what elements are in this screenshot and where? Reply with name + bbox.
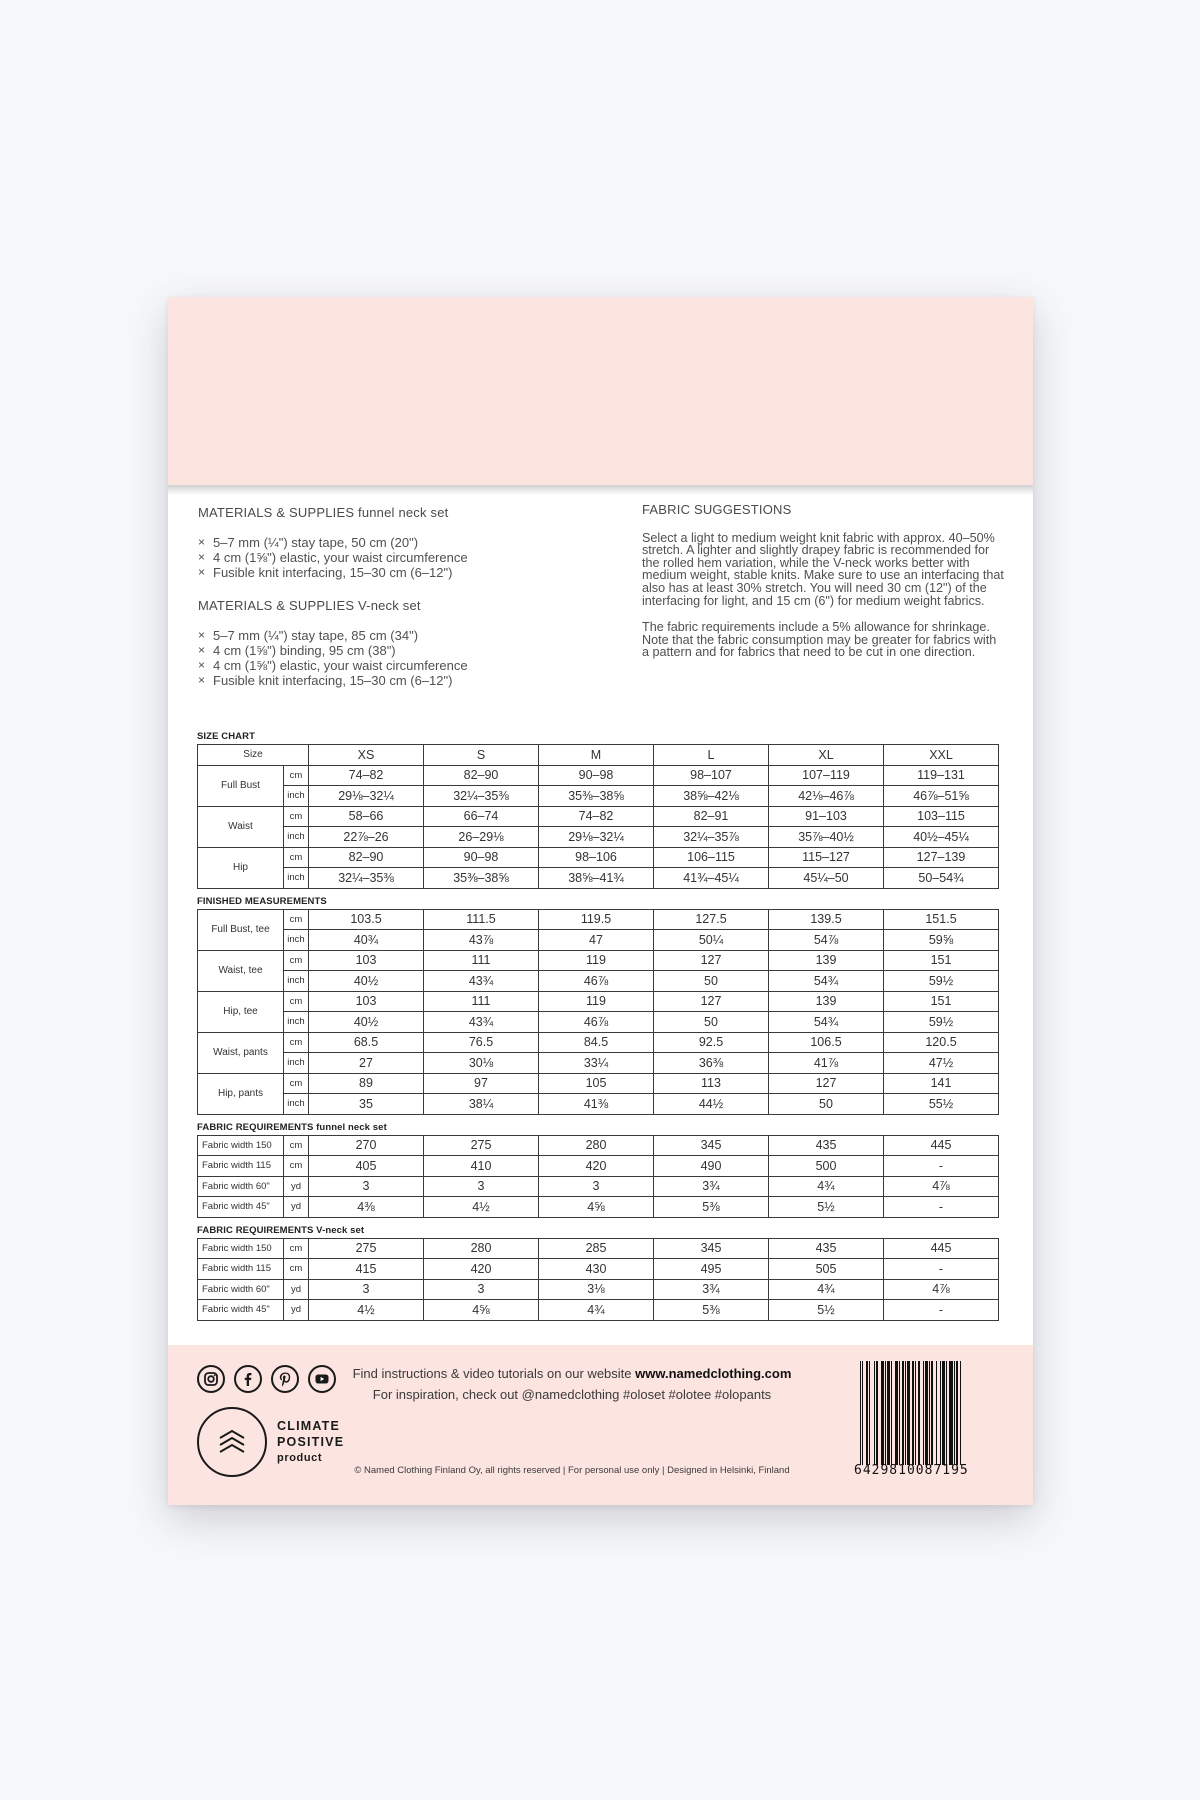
value-cell: 107–119	[769, 765, 884, 786]
fabric-paragraph-1: Select a light to medium weight knit fabric with approx. 40–50% stretch. A lighter and slightly drapey fabric is recommended for the rolled hem variation, while the V-neck works better with medium weight, stable knits. Make sure to use an interfacing that also has at least 30% stretch. You will need 30 cm (12") of the interfacing for light, and 15 cm (6") for medium weight fabrics.	[642, 530, 1004, 608]
value-cell: 3	[424, 1176, 539, 1197]
value-cell: 119–131	[884, 765, 999, 786]
value-cell: 92.5	[654, 1032, 769, 1053]
value-cell: 84.5	[539, 1032, 654, 1053]
size-header-cell: M	[539, 745, 654, 766]
table-row	[198, 950, 999, 971]
table-row	[198, 930, 999, 951]
value-cell: 46⅞	[539, 1012, 654, 1033]
value-cell: 29⅛–32¼	[309, 786, 424, 807]
value-cell: 35⅞–40½	[769, 827, 884, 848]
material-item-text: 4 cm (1⅝") binding, 95 cm (38")	[213, 643, 396, 658]
value-cell: -	[884, 1197, 999, 1218]
unit-cell: inch	[284, 1012, 309, 1033]
unit-cell: yd	[284, 1197, 309, 1218]
unit-cell: cm	[284, 1032, 309, 1053]
value-cell: 4¾	[769, 1279, 884, 1300]
value-cell: 35	[309, 1094, 424, 1115]
material-item-text: 5–7 mm (¼") stay tape, 85 cm (34")	[213, 628, 419, 643]
unit-cell: cm	[284, 847, 309, 868]
fabric-requirements-funnel-table	[197, 1135, 999, 1218]
value-cell: 127	[769, 1073, 884, 1094]
unit-cell: inch	[284, 868, 309, 889]
value-cell: 59⅝	[884, 930, 999, 951]
table-row	[198, 1053, 999, 1074]
value-cell: 5⅜	[654, 1197, 769, 1218]
value-cell: 40½–45¼	[884, 827, 999, 848]
value-cell: 120.5	[884, 1032, 999, 1053]
value-cell: 40½	[309, 971, 424, 992]
value-cell: 151	[884, 991, 999, 1012]
unit-cell: yd	[284, 1300, 309, 1321]
value-cell: 280	[539, 1135, 654, 1156]
material-item	[198, 658, 618, 673]
value-cell: 59½	[884, 1012, 999, 1033]
size-header-cell: XXL	[884, 745, 999, 766]
value-cell: 89	[309, 1073, 424, 1094]
unit-cell: yd	[284, 1279, 309, 1300]
value-cell: 38⅝–42⅛	[654, 786, 769, 807]
value-cell: 105	[539, 1073, 654, 1094]
value-cell: 98–107	[654, 765, 769, 786]
value-cell: 495	[654, 1259, 769, 1280]
value-cell: 54⅞	[769, 930, 884, 951]
fabric-width-label: Fabric width 115	[198, 1156, 284, 1177]
table-row	[198, 765, 999, 786]
table-row	[198, 1238, 999, 1259]
value-cell: 127	[654, 950, 769, 971]
barcode-bars	[860, 1361, 998, 1465]
measurement-tables	[197, 729, 999, 1326]
unit-cell: cm	[284, 950, 309, 971]
fabric-width-label: Fabric width 60"	[198, 1176, 284, 1197]
barcode-number: 6429810087195	[854, 1463, 969, 1478]
measure-label: Full Bust, tee	[198, 909, 284, 950]
value-cell: 430	[539, 1259, 654, 1280]
unit-cell: inch	[284, 971, 309, 992]
size-header-cell: XL	[769, 745, 884, 766]
fabric-width-label: Fabric width 45"	[198, 1197, 284, 1218]
value-cell: 490	[654, 1156, 769, 1177]
value-cell: 5½	[769, 1300, 884, 1321]
value-cell: 103.5	[309, 909, 424, 930]
table-row	[198, 1279, 999, 1300]
website-info	[346, 1363, 798, 1405]
unit-cell: cm	[284, 1259, 309, 1280]
value-cell: 97	[424, 1073, 539, 1094]
top-pink-band	[168, 297, 1033, 485]
facebook-icon[interactable]	[234, 1365, 262, 1393]
size-chart-table	[197, 744, 999, 889]
value-cell: 47½	[884, 1053, 999, 1074]
bullet-x-icon: ×	[198, 550, 206, 564]
barcode	[854, 1361, 1004, 1479]
value-cell: 139	[769, 991, 884, 1012]
value-cell: 46⅞	[539, 971, 654, 992]
value-cell: 103	[309, 950, 424, 971]
materials-vneck-list	[198, 628, 618, 688]
size-header-cell: XS	[309, 745, 424, 766]
value-cell: 345	[654, 1238, 769, 1259]
table-row	[198, 1073, 999, 1094]
value-cell: 435	[769, 1135, 884, 1156]
value-cell: 30⅛	[424, 1053, 539, 1074]
value-cell: 127–139	[884, 847, 999, 868]
value-cell: 119.5	[539, 909, 654, 930]
value-cell: 4½	[309, 1300, 424, 1321]
value-cell: 76.5	[424, 1032, 539, 1053]
value-cell: 66–74	[424, 806, 539, 827]
value-cell: -	[884, 1300, 999, 1321]
fabric-paragraph-2: The fabric requirements include a 5% allowance for shrinkage. Note that the fabric consumption may be greater for fabrics with a pattern and for fabrics that need to be cut in one direction.	[642, 620, 997, 660]
social-icons	[197, 1365, 336, 1393]
value-cell: 50	[769, 1094, 884, 1115]
table-row	[198, 1094, 999, 1115]
value-cell: 4⅞	[884, 1176, 999, 1197]
unit-cell: inch	[284, 1094, 309, 1115]
website-prefix: Find instructions & video tutorials on our website	[352, 1366, 636, 1381]
value-cell: 59½	[884, 971, 999, 992]
value-cell: 103	[309, 991, 424, 1012]
value-cell: 32¼–35⅜	[424, 786, 539, 807]
table-row	[198, 1156, 999, 1177]
value-cell: 54¾	[769, 1012, 884, 1033]
unit-cell: inch	[284, 786, 309, 807]
value-cell: 285	[539, 1238, 654, 1259]
table-row	[198, 971, 999, 992]
measure-label: Hip, pants	[198, 1073, 284, 1114]
value-cell: 50¼	[654, 930, 769, 951]
value-cell: 139.5	[769, 909, 884, 930]
chevrons-up-icon	[197, 1407, 267, 1477]
unit-cell: cm	[284, 1135, 309, 1156]
fabric-vneck-label: FABRIC REQUIREMENTS V-neck set	[197, 1224, 365, 1236]
value-cell: 500	[769, 1156, 884, 1177]
value-cell: 3¾	[654, 1279, 769, 1300]
fabric-width-label: Fabric width 45"	[198, 1300, 284, 1321]
footer-band	[168, 1345, 1033, 1505]
value-cell: 26–29⅛	[424, 827, 539, 848]
value-cell: 505	[769, 1259, 884, 1280]
value-cell: 4½	[424, 1197, 539, 1218]
value-cell: 46⅞–51⅝	[884, 786, 999, 807]
fabric-suggestions-title: FABRIC SUGGESTIONS	[642, 502, 792, 517]
value-cell: 275	[424, 1135, 539, 1156]
fabric-requirements-vneck-table	[197, 1238, 999, 1321]
measure-label: Full Bust	[198, 765, 284, 806]
value-cell: 275	[309, 1238, 424, 1259]
copyright-text: © Named Clothing Finland Oy, all rights reserved | For personal use only | Designed in Helsinki, Finland	[354, 1465, 790, 1476]
climate-positive-badge	[197, 1407, 344, 1477]
fabric-width-label: Fabric width 60"	[198, 1279, 284, 1300]
value-cell: 420	[424, 1259, 539, 1280]
table-row	[198, 868, 999, 889]
unit-cell: inch	[284, 930, 309, 951]
value-cell: 35⅜–38⅝	[539, 786, 654, 807]
value-cell: 55½	[884, 1094, 999, 1115]
value-cell: 103–115	[884, 806, 999, 827]
unit-cell: cm	[284, 765, 309, 786]
value-cell: 141	[884, 1073, 999, 1094]
value-cell: 82–90	[309, 847, 424, 868]
table-row	[198, 806, 999, 827]
value-cell: 127.5	[654, 909, 769, 930]
table-row	[198, 1012, 999, 1033]
bullet-x-icon: ×	[198, 658, 206, 672]
measure-label: Waist, pants	[198, 1032, 284, 1073]
value-cell: 4⅝	[539, 1197, 654, 1218]
value-cell: 32¼–35⅞	[654, 827, 769, 848]
table-row	[198, 991, 999, 1012]
value-cell: 151	[884, 950, 999, 971]
value-cell: 50	[654, 1012, 769, 1033]
measure-label: Waist, tee	[198, 950, 284, 991]
value-cell: 435	[769, 1238, 884, 1259]
value-cell: 27	[309, 1053, 424, 1074]
value-cell: 3¾	[654, 1176, 769, 1197]
material-item-text: Fusible knit interfacing, 15–30 cm (6–12")	[213, 673, 453, 688]
material-item	[198, 628, 618, 643]
value-cell: 43¾	[424, 1012, 539, 1033]
fabric-width-label: Fabric width 150	[198, 1238, 284, 1259]
unit-cell: cm	[284, 1073, 309, 1094]
value-cell: 5⅜	[654, 1300, 769, 1321]
bullet-x-icon: ×	[198, 628, 206, 642]
size-chart-label: SIZE CHART	[197, 731, 255, 742]
value-cell: 4⅞	[884, 1279, 999, 1300]
inspiration-line: For inspiration, check out @namedclothing #oloset #olotee #olopants	[372, 1387, 772, 1402]
value-cell: -	[884, 1156, 999, 1177]
value-cell: 82–91	[654, 806, 769, 827]
materials-funnel-list	[198, 535, 618, 580]
unit-cell: cm	[284, 991, 309, 1012]
finished-measurements-label: FINISHED MEASUREMENTS	[197, 895, 327, 907]
unit-cell: inch	[284, 1053, 309, 1074]
value-cell: 3⅛	[539, 1279, 654, 1300]
measure-label: Hip	[198, 847, 284, 888]
table-row	[198, 1176, 999, 1197]
value-cell: 420	[539, 1156, 654, 1177]
instagram-icon[interactable]	[197, 1365, 225, 1393]
value-cell: 33¼	[539, 1053, 654, 1074]
value-cell: 106–115	[654, 847, 769, 868]
unit-cell: cm	[284, 806, 309, 827]
value-cell: 151.5	[884, 909, 999, 930]
pattern-envelope-back	[168, 297, 1033, 1505]
value-cell: 43¾	[424, 971, 539, 992]
value-cell: 127	[654, 991, 769, 1012]
material-item	[198, 673, 618, 688]
finished-measurements-table	[197, 909, 999, 1115]
bullet-x-icon: ×	[198, 535, 206, 549]
value-cell: 38⅝–41¾	[539, 868, 654, 889]
value-cell: 111	[424, 991, 539, 1012]
value-cell: 415	[309, 1259, 424, 1280]
value-cell: 41¾–45¼	[654, 868, 769, 889]
website-line	[346, 1363, 798, 1384]
climate-line-1: CLIMATE	[277, 1419, 341, 1433]
material-item	[198, 643, 618, 658]
fabric-funnel-label: FABRIC REQUIREMENTS funnel neck set	[197, 1121, 387, 1133]
value-cell: 35⅜–38⅝	[424, 868, 539, 889]
value-cell: 345	[654, 1135, 769, 1156]
value-cell: 4⅜	[309, 1197, 424, 1218]
value-cell: 3	[424, 1279, 539, 1300]
value-cell: 36⅜	[654, 1053, 769, 1074]
materials-supplies	[198, 505, 618, 688]
value-cell: 280	[424, 1238, 539, 1259]
value-cell: 42⅛–46⅞	[769, 786, 884, 807]
value-cell: 405	[309, 1156, 424, 1177]
value-cell: 113	[654, 1073, 769, 1094]
value-cell: 40½	[309, 1012, 424, 1033]
value-cell: 82–90	[424, 765, 539, 786]
value-cell: 32¼–35⅜	[309, 868, 424, 889]
value-cell: 91–103	[769, 806, 884, 827]
value-cell: 50	[654, 971, 769, 992]
material-item	[198, 565, 618, 580]
value-cell: 38¼	[424, 1094, 539, 1115]
value-cell: 3	[309, 1279, 424, 1300]
value-cell: 90–98	[539, 765, 654, 786]
bullet-x-icon: ×	[198, 643, 206, 657]
bullet-x-icon: ×	[198, 673, 206, 687]
value-cell: 74–82	[309, 765, 424, 786]
material-item	[198, 550, 618, 565]
material-item	[198, 535, 618, 550]
value-cell: 58–66	[309, 806, 424, 827]
table-row	[198, 847, 999, 868]
table-row	[198, 1300, 999, 1321]
value-cell: 98–106	[539, 847, 654, 868]
value-cell: 139	[769, 950, 884, 971]
value-cell: 45¼–50	[769, 868, 884, 889]
table-row	[198, 827, 999, 848]
unit-cell: cm	[284, 1238, 309, 1259]
table-row	[198, 1032, 999, 1053]
value-cell: 3	[539, 1176, 654, 1197]
materials-funnel-title: MATERIALS & SUPPLIES funnel neck set	[198, 505, 449, 520]
value-cell: 119	[539, 991, 654, 1012]
climate-line-2: POSITIVE	[277, 1435, 345, 1449]
value-cell: -	[884, 1259, 999, 1280]
table-row	[198, 1197, 999, 1218]
value-cell: 270	[309, 1135, 424, 1156]
value-cell: 74–82	[539, 806, 654, 827]
value-cell: 4¾	[539, 1300, 654, 1321]
value-cell: 29⅛–32¼	[539, 827, 654, 848]
bullet-x-icon: ×	[198, 565, 206, 579]
unit-cell: cm	[284, 1156, 309, 1177]
measure-label: Waist	[198, 806, 284, 847]
measure-label: Hip, tee	[198, 991, 284, 1032]
value-cell: 111	[424, 950, 539, 971]
value-cell: 90–98	[424, 847, 539, 868]
size-header-cell: L	[654, 745, 769, 766]
material-item-text: 5–7 mm (¼") stay tape, 50 cm (20")	[213, 535, 419, 550]
material-item-text: 4 cm (1⅝") elastic, your waist circumference	[213, 658, 468, 673]
table-row	[198, 1135, 999, 1156]
materials-vneck-title: MATERIALS & SUPPLIES V-neck set	[198, 598, 421, 613]
value-cell: 44½	[654, 1094, 769, 1115]
value-cell: 4¾	[769, 1176, 884, 1197]
value-cell: 50–54¾	[884, 868, 999, 889]
value-cell: 43⅞	[424, 930, 539, 951]
value-cell: 111.5	[424, 909, 539, 930]
fabric-width-label: Fabric width 150	[198, 1135, 284, 1156]
climate-line-3: product	[277, 1452, 323, 1464]
value-cell: 40¾	[309, 930, 424, 951]
website-link[interactable]: www.namedclothing.com	[635, 1366, 792, 1381]
value-cell: 106.5	[769, 1032, 884, 1053]
table-row	[198, 1259, 999, 1280]
fabric-width-label: Fabric width 115	[198, 1259, 284, 1280]
value-cell: 119	[539, 950, 654, 971]
value-cell: 41⅜	[539, 1094, 654, 1115]
table-row	[198, 786, 999, 807]
material-item-text: 4 cm (1⅝") elastic, your waist circumference	[213, 550, 468, 565]
pinterest-icon[interactable]	[271, 1365, 299, 1393]
unit-cell: inch	[284, 827, 309, 848]
unit-cell: cm	[284, 909, 309, 930]
value-cell: 445	[884, 1135, 999, 1156]
value-cell: 5½	[769, 1197, 884, 1218]
value-cell: 3	[309, 1176, 424, 1197]
size-header-label: Size	[198, 745, 309, 766]
value-cell: 445	[884, 1238, 999, 1259]
value-cell: 47	[539, 930, 654, 951]
value-cell: 41⅞	[769, 1053, 884, 1074]
value-cell: 410	[424, 1156, 539, 1177]
value-cell: 4⅝	[424, 1300, 539, 1321]
climate-positive-text	[277, 1418, 344, 1466]
table-row	[198, 909, 999, 930]
unit-cell: yd	[284, 1176, 309, 1197]
material-item-text: Fusible knit interfacing, 15–30 cm (6–12")	[213, 565, 453, 580]
barcode-gap	[961, 1361, 962, 1465]
value-cell: 22⅞–26	[309, 827, 424, 848]
fabric-suggestions	[642, 504, 1004, 673]
value-cell: 115–127	[769, 847, 884, 868]
youtube-icon[interactable]	[308, 1365, 336, 1393]
size-header-cell: S	[424, 745, 539, 766]
value-cell: 54¾	[769, 971, 884, 992]
value-cell: 68.5	[309, 1032, 424, 1053]
